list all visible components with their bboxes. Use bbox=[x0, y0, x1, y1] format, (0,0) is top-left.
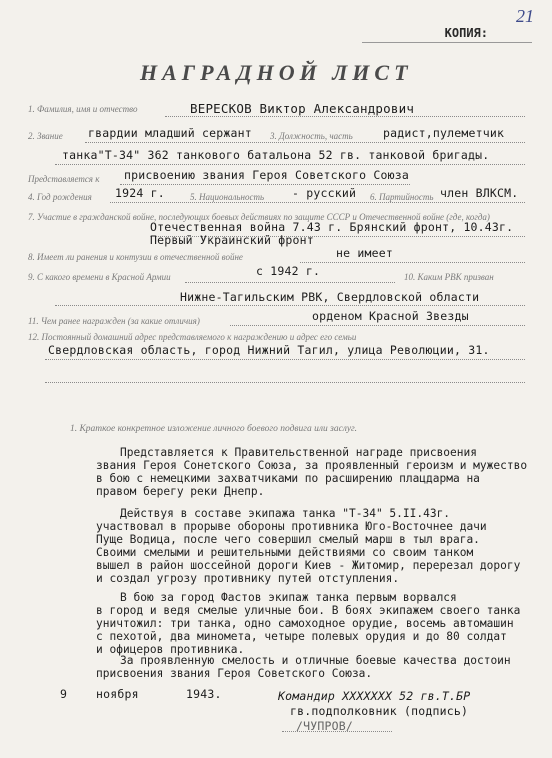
field-underline bbox=[45, 382, 525, 383]
field-label-presented: Представляется к bbox=[28, 174, 100, 184]
field-underline bbox=[120, 184, 410, 185]
paragraph-line: и создал угрозу противнику путей отступления. bbox=[96, 572, 400, 585]
paragraph-line: Своими смелыми и решительными действиями со своим танком bbox=[96, 546, 474, 559]
field-underline bbox=[85, 142, 525, 143]
field-label-participation: 7. Участие в гражданской войне, последующих боевых действиях по защите СССР и Отечественной войне (где, когда) bbox=[28, 212, 490, 222]
field-value-name: ВЕРЕСКОВ Виктор Александрович bbox=[190, 101, 415, 116]
field-underline bbox=[55, 305, 525, 306]
field-underline bbox=[55, 164, 525, 165]
paragraph-line: Представляется к Правительственной награде присвоения bbox=[120, 446, 477, 459]
field-value-rvk: Нижне-Тагильским РВК, Свердловской области bbox=[180, 290, 480, 304]
field-underline bbox=[230, 325, 525, 326]
field-underline bbox=[185, 282, 395, 283]
document-title: НАГРАДНОЙ ЛИСТ bbox=[140, 60, 413, 85]
paragraph-line: правом берегу реки Днепр. bbox=[96, 485, 265, 498]
paragraph-line: вышел в район шоссейной дороги Киев - Житомир, перерезал дорогу bbox=[96, 559, 521, 572]
commander-signature-line: Командир XXXXXXX 52 гв.Т.БР bbox=[278, 689, 471, 703]
field-underline bbox=[300, 262, 525, 263]
field-underline bbox=[45, 359, 525, 360]
paragraph-line: в город и ведя смелые уличные бои. В боях экипажем своего танка bbox=[96, 604, 521, 617]
field-value-nationality: - русский bbox=[292, 186, 357, 200]
field-label-rank: 2. Звание bbox=[28, 131, 63, 141]
paragraph-line: звания Героя Сонетского Союза, за проявленный героизм и мужество bbox=[96, 459, 528, 472]
commander-rank-line: гв.подполковник (подпись) bbox=[290, 704, 469, 718]
field-underline bbox=[150, 236, 525, 237]
field-value-position: радист,пулеметчик bbox=[383, 126, 505, 140]
paragraph-line: За проявленную смелость и отличные боевые качества достоин bbox=[120, 654, 511, 667]
page-number: 21 bbox=[516, 6, 534, 26]
field-underline bbox=[110, 202, 525, 203]
section-heading: 1. Краткое конкретное изложение личного боевого подвига или заслуг. bbox=[70, 424, 357, 434]
field-label-address: 12. Постоянный домашний адрес представляемого к награждению и адрес его семьи bbox=[28, 332, 357, 342]
stamp-line bbox=[362, 42, 532, 43]
field-label-wounds: 8. Имеет ли ранения и контузии в отечественной войне bbox=[28, 252, 243, 262]
signature-underline bbox=[282, 731, 392, 732]
field-label-birth-year: 4. Год рождения bbox=[28, 192, 92, 202]
field-label-position: 3. Должность, часть bbox=[270, 131, 353, 141]
field-label-since: 9. С какого времени в Красной Армии bbox=[28, 272, 171, 282]
field-label-name: 1. Фамилия, имя и отчество bbox=[28, 104, 138, 114]
paragraph-line: участвовал в прорыве обороны противника Юго-Восточнее дачи bbox=[96, 520, 487, 533]
copy-label: КОПИЯ: bbox=[444, 26, 488, 40]
field-label-rvk: 10. Каким РВК призван bbox=[404, 272, 494, 282]
field-value-unit: танка"Т-34" 362 танкового батальона 52 гв. танковой бригады. bbox=[62, 148, 490, 162]
field-value-participation: Отечественная война 7.43 г. Брянский фронт, 10.43г. Первый Украинский фронт bbox=[150, 220, 514, 247]
commander-name-line: /ЧУПРОВ/ bbox=[296, 719, 353, 733]
paragraph-line: с пехотой, два миномета, четыре полевых орудия и до 80 солдат bbox=[96, 630, 507, 643]
field-value-birth-year: 1924 г. bbox=[115, 186, 165, 200]
field-label-party: 6. Партийность bbox=[370, 192, 434, 202]
paragraph-line: Действуя в составе экипажа танка "Т-34" 5.II.43г. bbox=[120, 507, 451, 520]
paragraph-line: уничтожил: три танка, одно самоходное орудие, восемь автомашин bbox=[96, 617, 514, 630]
field-value-address: Свердловская область, город Нижний Тагил, улица Революции, 31. bbox=[48, 343, 490, 357]
footer-month: ноября bbox=[96, 687, 139, 701]
paragraph-line: Пуще Водица, после чего совершил смелый марш в тыл врага. bbox=[96, 533, 480, 546]
field-value-party: член ВЛКСМ. bbox=[440, 186, 519, 200]
field-label-nationality: 5. Национальность bbox=[190, 192, 265, 202]
paragraph-line: В бою за город Фастов экипаж танка первым ворвался bbox=[120, 591, 457, 604]
field-label-awards: 11. Чем ранее награжден (за какие отличия) bbox=[28, 316, 200, 326]
paragraph-line: и офицеров противника. bbox=[96, 643, 245, 656]
field-value-rank: гвардии младший сержант bbox=[88, 126, 252, 140]
field-value-awards: орденом Красной Звезды bbox=[312, 309, 469, 323]
field-underline bbox=[165, 116, 525, 117]
paragraph-line: присвоения звания Героя Советского Союза. bbox=[96, 667, 373, 680]
footer-day: 9 bbox=[60, 687, 68, 701]
field-value-since: с 1942 г. bbox=[256, 264, 321, 278]
field-value-wounds: не имеет bbox=[336, 246, 393, 260]
field-value-presented: присвоению звания Героя Советского Союза bbox=[124, 168, 409, 182]
paragraph-line: в бою с немецкими захватчиками по расширению плацдарма на bbox=[96, 472, 480, 485]
footer-year: 1943. bbox=[186, 687, 222, 701]
